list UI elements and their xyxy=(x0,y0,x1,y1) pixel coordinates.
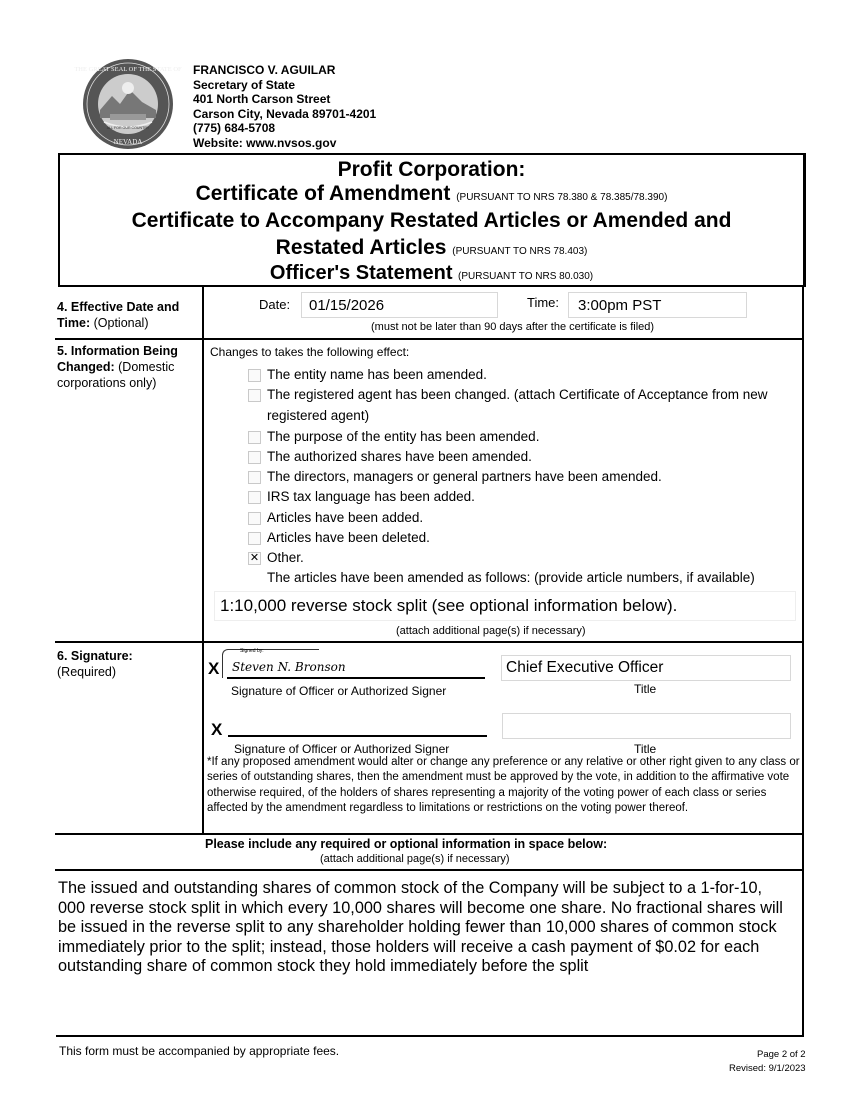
date-field[interactable] xyxy=(301,292,498,318)
title-line-4 xyxy=(60,236,803,260)
title-line-5-text: Officer's Statement xyxy=(269,262,453,284)
title-caption-2: Title xyxy=(634,742,657,756)
checkbox-purpose[interactable] xyxy=(248,431,261,444)
address-line-6: Website: www.nvsos.gov xyxy=(193,135,337,150)
title-field-1[interactable] xyxy=(501,655,791,681)
row-divider-info xyxy=(55,869,804,871)
signature-x-mark-2: X xyxy=(211,720,223,739)
date-value: 01/15/2026 xyxy=(309,297,385,314)
checkbox-authorized-shares[interactable] xyxy=(248,451,261,464)
checkbox-directors[interactable] xyxy=(248,471,261,484)
title-value-1: Chief Executive Officer xyxy=(506,659,664,676)
fees-note: This form must be accompanied by appropriate fees. xyxy=(59,1044,340,1058)
section-4-title-2: Time: xyxy=(57,316,91,330)
signature-script: Steven N. Bronson xyxy=(232,660,346,674)
info-right-border xyxy=(802,870,804,1036)
checkbox-registered-agent[interactable] xyxy=(248,389,261,402)
changes-intro: Changes to takes the following effect: xyxy=(210,345,410,359)
section-5-title-2: Changed: xyxy=(57,360,115,374)
option-authorized-shares: The authorized shares have been amended. xyxy=(267,449,532,464)
date-limit-note: (must not be later than 90 days after the certificate is filed) xyxy=(371,321,655,333)
title-line-4-note: (PURSUANT TO NRS 78.403) xyxy=(452,246,588,257)
title-line-5-note: (PURSUANT TO NRS 80.030) xyxy=(458,271,594,282)
option-entity-name: The entity name has been amended. xyxy=(267,367,487,382)
option-articles-deleted: Articles have been deleted. xyxy=(267,530,430,545)
section-6-required: (Required) xyxy=(57,665,117,679)
seal-top-text: THE GREAT SEAL OF THE STATE OF xyxy=(74,66,182,73)
section-4-label xyxy=(57,299,179,331)
title-line-2-note: (PURSUANT TO NRS 78.380 & 78.385/78.390) xyxy=(456,192,668,203)
title-line-2-text: Certificate of Amendment xyxy=(195,182,451,205)
signature-caption-2: Signature of Officer or Authorized Signer xyxy=(234,742,450,756)
option-registered-agent: The registered agent has been changed. (attach Certificate of Acceptance from new xyxy=(267,387,768,402)
checkbox-articles-deleted[interactable] xyxy=(248,532,261,545)
title-line-3: Certificate to Accompany Restated Articles or Amended and xyxy=(131,209,732,232)
title-line-4-text: Restated Articles xyxy=(275,236,447,259)
optional-info-text: The issued and outstanding shares of common stock of the Company will be subject to a 1-for-10, 000 reverse stock split in which every 10,000 shares will become one share. No fractional shares will be issued in the reverse split to any shareholder holding fewer than 10,000 shares of common stock immediately prior to the split; instead, those holders will receive a cash payment of $0.02 for each outstanding share of common stock they hold immediately before the split xyxy=(58,879,783,976)
attach-pages-note: (attach additional page(s) if necessary) xyxy=(396,625,586,637)
title-line-2 xyxy=(60,182,803,206)
checkbox-articles-added[interactable] xyxy=(248,512,261,525)
signature-line-1 xyxy=(227,677,485,679)
section-6-label xyxy=(57,648,133,680)
signature-caption-1: Signature of Officer or Authorized Signer xyxy=(231,684,447,698)
other-description: The articles have been amended as follows: (provide article numbers, if available) xyxy=(267,570,755,585)
signature-line-2 xyxy=(228,735,487,737)
address-line-3: 401 North Carson Street xyxy=(193,92,331,106)
page-number: Page 2 of 2 xyxy=(757,1049,806,1060)
section-5-note: (Domestic xyxy=(118,360,175,374)
option-articles-added: Articles have been added. xyxy=(267,510,424,525)
seal-bottom-text: NEVADA xyxy=(113,138,143,146)
section-4-title: 4. Effective Date and xyxy=(57,300,180,314)
option-irs-language: IRS tax language has been added. xyxy=(267,489,475,504)
section-4-optional: (Optional) xyxy=(93,316,149,330)
option-registered-agent-cont: registered agent) xyxy=(267,408,370,423)
option-directors: The directors, managers or general partners have been amended. xyxy=(267,469,662,484)
section-5-note-2: corporations only) xyxy=(57,376,157,390)
title-caption-1: Title xyxy=(634,682,657,696)
revised-date: Revised: 9/1/2023 xyxy=(729,1063,806,1074)
option-other: Other. xyxy=(267,550,304,565)
checkbox-entity-name[interactable] xyxy=(248,369,261,382)
signature-x-mark: X xyxy=(208,659,220,678)
address-line-5: (775) 684-5708 xyxy=(193,121,276,135)
title-line-1: Profit Corporation: xyxy=(337,158,526,181)
optional-info-subheading: (attach additional page(s) if necessary) xyxy=(320,853,510,865)
sos-address-block xyxy=(193,63,376,150)
signed-by-label: Signed by: xyxy=(240,648,264,654)
info-bottom-border xyxy=(56,1035,804,1037)
amendment-text-field[interactable] xyxy=(214,591,796,621)
checkbox-irs-language[interactable] xyxy=(248,491,261,504)
time-field[interactable] xyxy=(568,292,747,318)
seal-motto: ALL FOR OUR COUNTRY xyxy=(106,126,150,130)
optional-info-heading: Please include any required or optional information in space below: xyxy=(205,837,608,851)
date-label: Date: xyxy=(259,297,291,312)
time-label: Time: xyxy=(527,295,560,310)
form-title-box xyxy=(58,153,806,287)
address-line-1: FRANCISCO V. AGUILAR xyxy=(193,63,336,77)
amendment-vote-footnote: *If any proposed amendment would alter or change any preference or any relative or other right given to any class or series of outstanding shares, then the amendment must be approved by the vote, in addition to the affirmative vote otherwise required, of the holders of shares representing a majority of the voting power of each class or series affected by the amendment regardless to limitations or restrictions on the voting power thereof. xyxy=(207,756,800,814)
amendment-value: 1:10,000 reverse stock split (see optional information below). xyxy=(220,596,678,615)
time-value: 3:00pm PST xyxy=(578,297,662,314)
section-6-title: 6. Signature: xyxy=(57,649,133,663)
title-field-2[interactable] xyxy=(502,713,791,739)
title-line-5 xyxy=(60,262,803,285)
address-line-4: Carson City, Nevada 89701-4201 xyxy=(193,106,377,121)
row-divider-6-info xyxy=(55,833,804,835)
nevada-state-seal xyxy=(74,58,182,150)
address-line-2: Secretary of State xyxy=(193,77,296,92)
checkbox-other[interactable]: ✕ xyxy=(249,552,260,564)
table-column-divider xyxy=(202,286,204,834)
section-5-title: 5. Information Being xyxy=(57,344,178,358)
option-purpose: The purpose of the entity has been amended. xyxy=(267,429,540,444)
row-divider-5-6 xyxy=(55,641,804,643)
row-divider-4-5 xyxy=(55,338,804,340)
section-5-label xyxy=(57,343,178,391)
